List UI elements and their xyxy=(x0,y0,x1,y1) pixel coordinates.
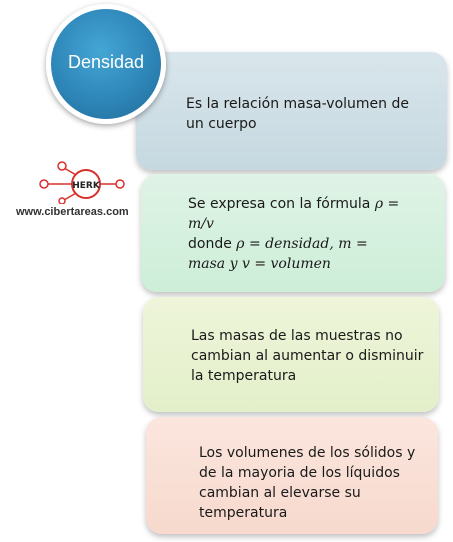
logo-text: HERK xyxy=(72,181,100,191)
formula-line-1 xyxy=(188,194,426,234)
card-definition-text: Es la relación masa-volumen de un cuerpo xyxy=(186,96,409,132)
density-formula: ρ = m/v xyxy=(188,196,400,232)
formula-where: donde xyxy=(188,236,237,252)
logo-icon xyxy=(30,160,130,204)
formula-intro: Se expresa con la fórmula xyxy=(188,196,375,212)
formula-definition-part1: ρ = densidad, m = xyxy=(236,236,368,252)
formula-definition-part2: masa y v = volumen xyxy=(188,256,331,272)
card-volume-text: Los volumenes de los sólidos y de la mayoria de los líquidos cambian al elevarse su temperatura xyxy=(199,445,416,521)
formula-line-2 xyxy=(188,234,426,254)
diagram-title: Densidad xyxy=(67,52,145,72)
card-formula-text xyxy=(188,194,426,274)
card-mass-text: Las masas de las muestras no cambian al aumentar o disminuir la temperatura xyxy=(191,328,424,384)
logo-url: www.cibertareas.com xyxy=(16,206,129,218)
